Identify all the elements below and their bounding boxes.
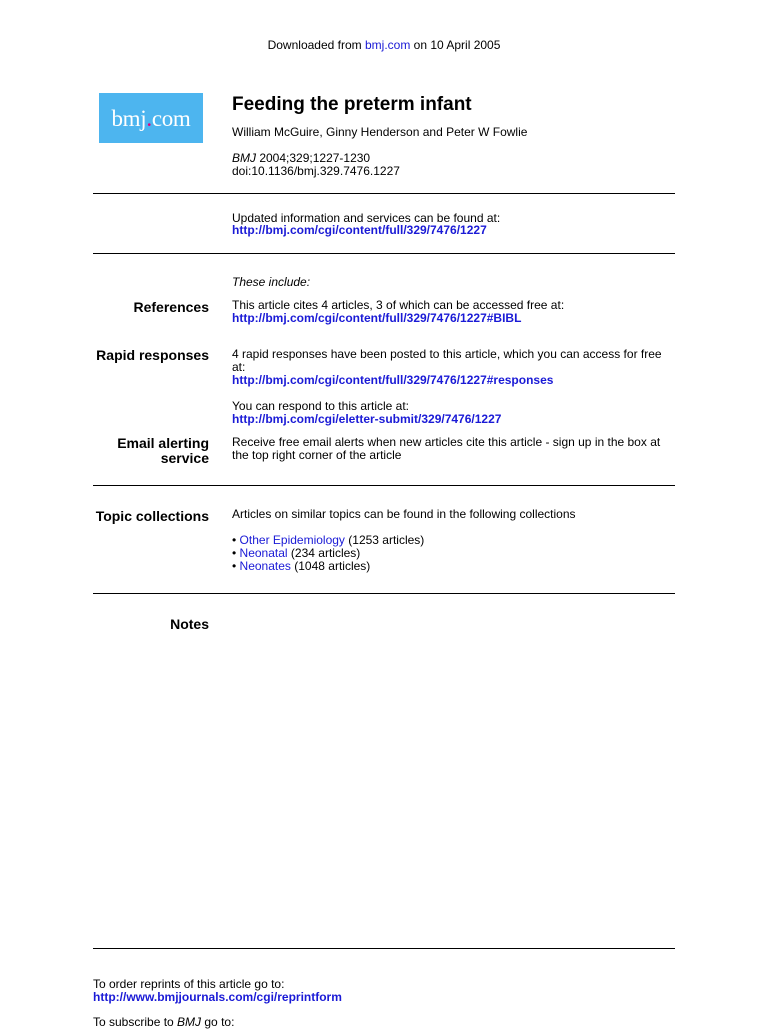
reprint-link[interactable]: http://www.bmjjournals.com/cgi/reprintform <box>93 990 342 1004</box>
respond-text: You can respond to this article at: <box>232 399 409 413</box>
rapid-responses-link[interactable]: http://bmj.com/cgi/content/full/329/7476/1227#responses <box>232 373 554 387</box>
subscribe-suffix: go to: <box>201 1015 235 1029</box>
these-include: These include: <box>232 275 311 289</box>
bullet: • <box>232 559 240 573</box>
topic-link-neonates[interactable]: Neonates <box>239 559 291 573</box>
references-text: This article cites 4 articles, 3 of which can be accessed free at: <box>232 298 565 312</box>
subscribe-journal: BMJ <box>177 1015 202 1029</box>
journal-name: BMJ <box>232 151 256 165</box>
references-link[interactable]: http://bmj.com/cgi/content/full/329/7476/1227#BIBL <box>232 311 522 325</box>
citation-details: 2004;329;1227-1230 <box>256 151 371 165</box>
divider-2 <box>93 253 675 254</box>
divider-4 <box>93 593 675 594</box>
divider-3 <box>93 485 675 486</box>
email-alerting-label-line1: Email alerting <box>117 435 209 451</box>
article-title: Feeding the preterm infant <box>232 94 472 115</box>
respond-link[interactable]: http://bmj.com/cgi/eletter-submit/329/7476/1227 <box>232 412 502 426</box>
topic-list <box>232 534 677 573</box>
article-doi: doi:10.1136/bmj.329.7476.1227 <box>232 164 400 178</box>
topic-count: (1253 articles) <box>344 533 425 547</box>
reprint-text: To order reprints of this article go to: <box>93 977 285 991</box>
bullet: • <box>232 533 240 547</box>
divider-5 <box>93 948 675 949</box>
topic-link-neonatal[interactable]: Neonatal <box>239 546 288 560</box>
download-suffix: on 10 April 2005 <box>410 38 501 52</box>
rapid-responses-label: Rapid responses <box>96 347 209 363</box>
bmj-logo[interactable] <box>99 93 203 143</box>
download-header <box>0 39 768 52</box>
topic-count: (234 articles) <box>287 546 361 560</box>
download-prefix: Downloaded from <box>267 38 365 52</box>
email-alerting-label <box>117 436 209 466</box>
bullet: • <box>232 546 240 560</box>
rapid-responses-text: 4 rapid responses have been posted to this article, which you can access for free at: <box>232 347 662 374</box>
subscribe-prefix: To subscribe to <box>93 1015 178 1029</box>
email-alerting-label-line2: service <box>160 450 209 466</box>
topic-count: (1048 articles) <box>290 559 371 573</box>
updated-text: Updated information and services can be found at: <box>232 211 501 225</box>
logo-text-bmj: bmj <box>111 105 147 131</box>
notes-label: Notes <box>170 616 209 632</box>
article-authors: William McGuire, Ginny Henderson and Peter W Fowlie <box>232 125 528 139</box>
updated-link[interactable]: http://bmj.com/cgi/content/full/329/7476/1227 <box>232 223 487 237</box>
site-link[interactable]: bmj.com <box>364 38 411 52</box>
email-alerting-text: Receive free email alerts when new articles cite this article - sign up in the box at the top right corner of the article <box>232 435 661 462</box>
topic-collections-label: Topic collections <box>95 508 209 524</box>
references-label: References <box>133 299 209 315</box>
logo-dot: . <box>146 105 152 131</box>
topic-collections-text: Articles on similar topics can be found in the following collections <box>232 507 576 521</box>
divider-1 <box>93 193 675 194</box>
topic-link-other-epidemiology[interactable]: Other Epidemiology <box>239 533 345 547</box>
subscribe-text <box>93 1016 234 1029</box>
list-item <box>232 560 677 573</box>
logo-text-com: com <box>151 105 191 131</box>
